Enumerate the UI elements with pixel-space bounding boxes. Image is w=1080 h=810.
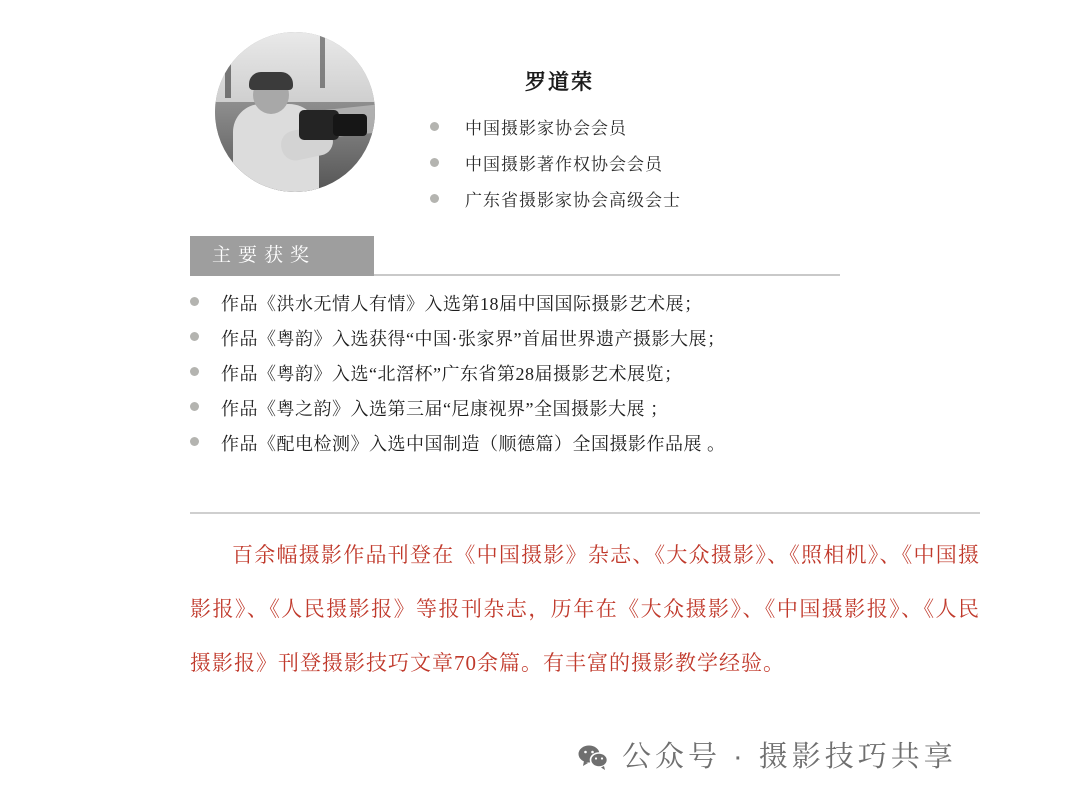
list-item <box>190 430 1010 465</box>
wechat-icon <box>578 745 608 770</box>
awards-list <box>190 290 1010 465</box>
bullet-icon <box>430 122 439 131</box>
summary-paragraph: 百余幅摄影作品刊登在《中国摄影》杂志、《大众摄影》、《照相机》、《中国摄影报》、《人民摄影报》等报刊杂志，历年在《大众摄影》、《中国摄影报》、《人民摄影报》刊登摄影技巧文章70余篇。有丰富的摄影教学经验。 <box>190 543 980 675</box>
bullet-icon <box>190 367 199 376</box>
bullet-icon <box>430 194 439 203</box>
list-item <box>190 395 1010 430</box>
award-text: 作品《粤之韵》入选第三届“尼康视界”全国摄影大展 ； <box>221 399 669 419</box>
list-item <box>430 108 990 144</box>
bullet-icon <box>190 402 199 411</box>
award-text: 作品《配电检测》入选中国制造（顺德篇）全国摄影作品展 。 <box>221 434 726 454</box>
credential-text: 中国摄影家协会会员 <box>465 118 627 138</box>
bullet-icon <box>190 332 199 341</box>
section-title: 主要获奖 <box>212 245 317 266</box>
footer-content <box>578 734 957 775</box>
avatar-tree-right <box>320 34 325 88</box>
footer <box>0 722 1080 810</box>
person-name: 罗道荣 <box>525 71 594 94</box>
credentials-list <box>430 108 990 216</box>
award-text: 作品《洪水无情人有情》入选第18届中国国际摄影艺术展； <box>221 294 703 314</box>
camera-lens-icon <box>333 114 367 136</box>
section-header-bar <box>190 236 374 276</box>
credential-text: 中国摄影著作权协会会员 <box>465 154 663 174</box>
footer-text: 公众号 · 摄影技巧共享 <box>622 741 957 773</box>
list-item <box>190 290 1010 325</box>
avatar-tree-left <box>225 38 231 98</box>
list-item <box>190 325 1010 360</box>
avatar <box>215 32 375 192</box>
list-item <box>190 360 1010 395</box>
section-divider <box>374 274 840 276</box>
profile-block <box>195 18 1025 228</box>
credential-text: 广东省摄影家协会高级会士 <box>465 190 681 210</box>
list-item <box>430 180 990 216</box>
bullet-icon <box>190 297 199 306</box>
bullet-icon <box>190 437 199 446</box>
award-text: 作品《粤韵》入选获得“中国·张家界”首届世界遗产摄影大展； <box>221 329 726 349</box>
avatar-sky <box>215 32 375 102</box>
avatar-cap <box>249 72 293 90</box>
bullet-icon <box>430 158 439 167</box>
list-item <box>430 144 990 180</box>
content-divider <box>190 512 980 514</box>
section-header <box>190 236 840 276</box>
award-text: 作品《粤韵》入选“北滘杯”广东省第28届摄影艺术展览； <box>221 364 683 384</box>
